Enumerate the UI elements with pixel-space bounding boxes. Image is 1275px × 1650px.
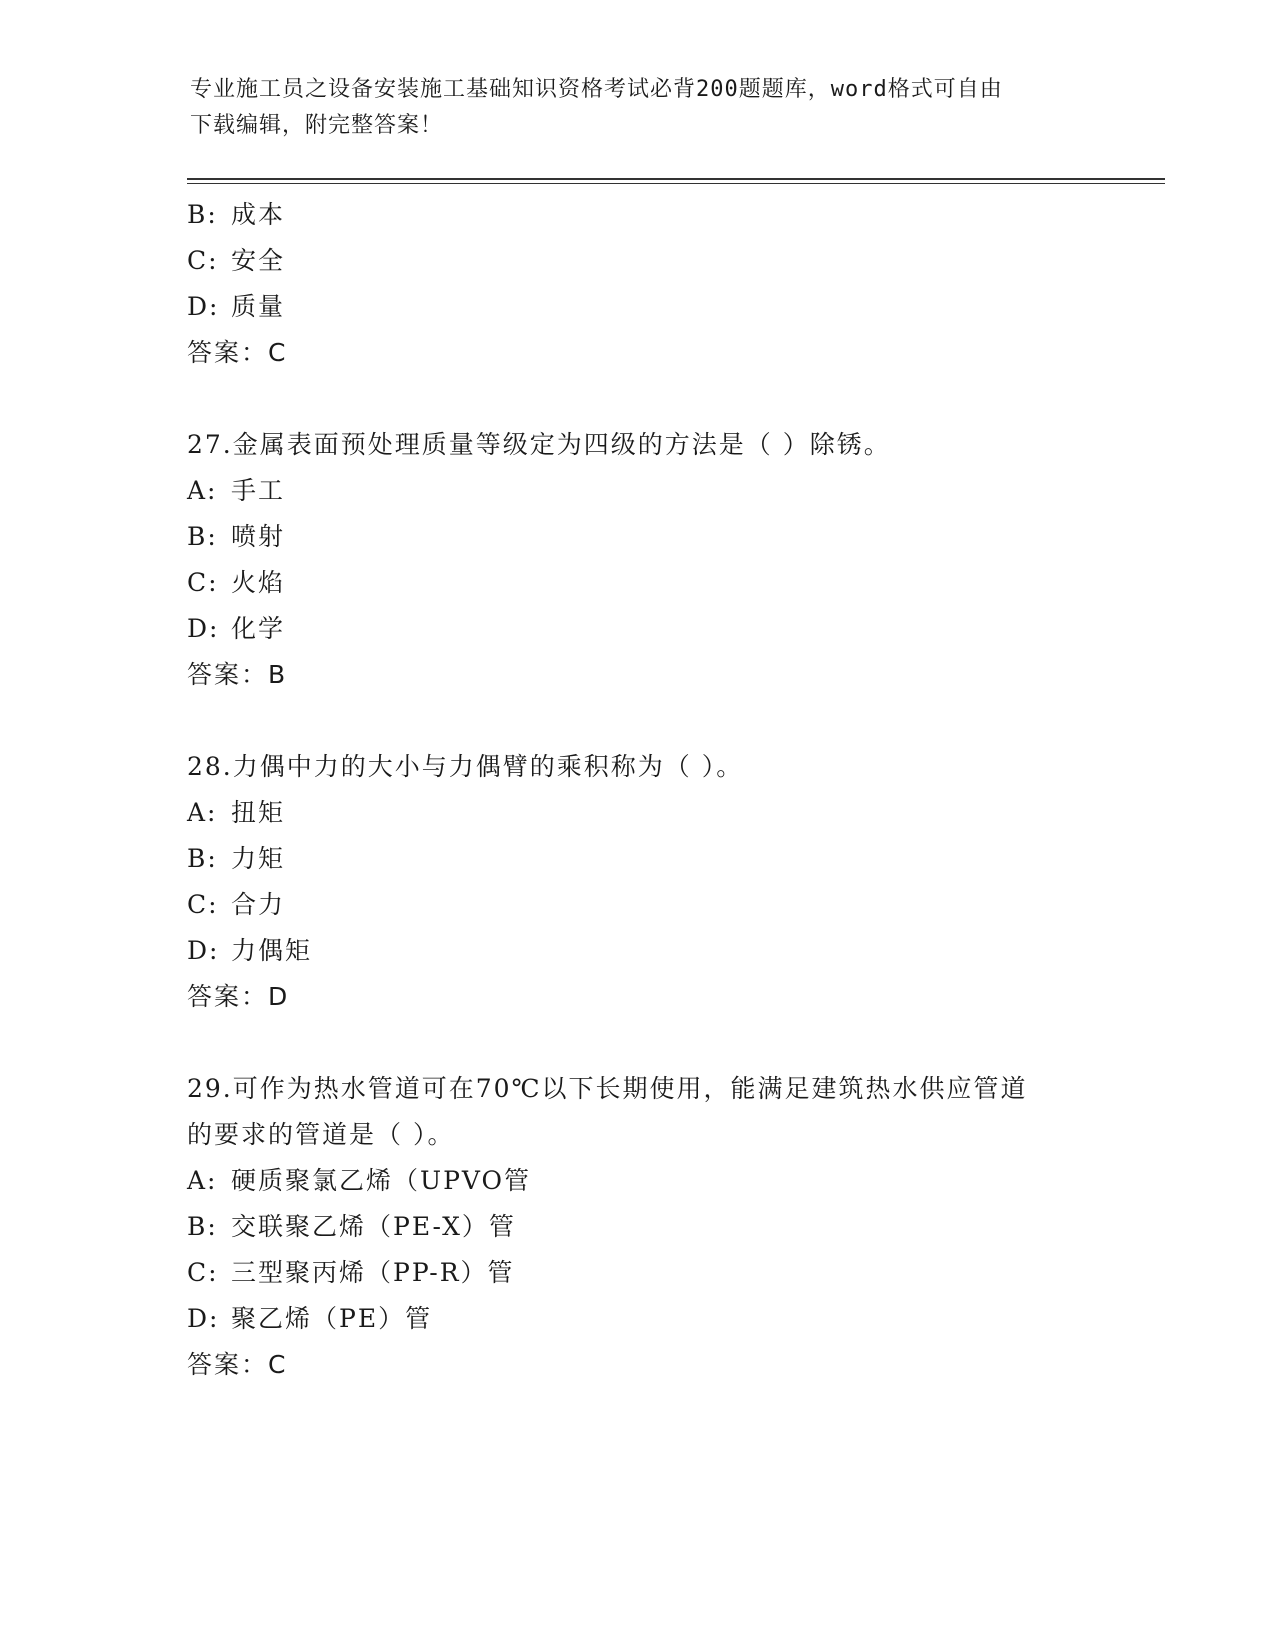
option-key: B: (187, 1212, 218, 1241)
option-key: B: (187, 522, 218, 551)
option-c (187, 238, 1177, 284)
option-text: 手工 (231, 476, 286, 505)
option-key: C: (187, 890, 219, 919)
answer: 答案：D (187, 982, 290, 1011)
option-b (187, 836, 1177, 882)
option-key: D: (187, 614, 220, 643)
answer: 答案：B (187, 660, 288, 689)
option-text: 成本 (231, 200, 286, 229)
option-key: B: (187, 200, 218, 229)
option-a (187, 1158, 1177, 1204)
header-line-1: 专业施工员之设备安装施工基础知识资格考试必背200题题库，word格式可自由 (190, 77, 1003, 102)
option-key: A: (187, 1166, 218, 1195)
answer: 答案：C (187, 338, 288, 367)
question-stem-line-2: 的要求的管道是（ ）。 (187, 1120, 455, 1149)
option-b (187, 514, 1177, 560)
option-key: C: (187, 568, 219, 597)
option-text: 聚乙烯（PE）管 (231, 1304, 433, 1333)
option-text: 火焰 (231, 568, 286, 597)
option-d (187, 284, 1177, 330)
option-d (187, 928, 1177, 974)
option-d (187, 1296, 1177, 1342)
page-header (190, 72, 1090, 144)
header-divider (187, 178, 1165, 184)
header-line-2: 下载编辑，附完整答案！ (190, 113, 444, 138)
option-key: A: (187, 476, 218, 505)
answer: 答案：C (187, 1350, 288, 1379)
question-stem-line-1: 29.可作为热水管道可在70℃以下长期使用，能满足建筑热水供应管道 (187, 1074, 1028, 1103)
option-c (187, 882, 1177, 928)
option-key: C: (187, 246, 219, 275)
question-29 (187, 1066, 1177, 1388)
option-d (187, 606, 1177, 652)
spacer (187, 698, 1177, 744)
option-key: D: (187, 292, 220, 321)
option-text: 合力 (231, 890, 286, 919)
option-text: 交联聚乙烯（PE-X）管 (231, 1212, 516, 1241)
option-key: C: (187, 1258, 219, 1287)
option-c (187, 560, 1177, 606)
option-text: 三型聚丙烯（PP-R）管 (231, 1258, 515, 1287)
question-28 (187, 744, 1177, 1020)
spacer (187, 1020, 1177, 1066)
option-text: 力偶矩 (231, 936, 313, 965)
option-text: 喷射 (231, 522, 286, 551)
option-b (187, 192, 1177, 238)
option-text: 扭矩 (231, 798, 286, 827)
question-26-partial (187, 192, 1177, 376)
option-a (187, 468, 1177, 514)
question-stem: 27.金属表面预处理质量等级定为四级的方法是（ ）除锈。 (187, 430, 891, 459)
option-text: 化学 (231, 614, 286, 643)
option-text: 力矩 (231, 844, 286, 873)
option-key: D: (187, 936, 220, 965)
option-text: 安全 (231, 246, 286, 275)
option-key: A: (187, 798, 218, 827)
question-27 (187, 422, 1177, 698)
option-key: B: (187, 844, 218, 873)
question-list (187, 192, 1177, 1388)
option-c (187, 1250, 1177, 1296)
option-b (187, 1204, 1177, 1250)
question-stem: 28.力偶中力的大小与力偶臂的乘积称为（ ）。 (187, 752, 744, 781)
option-text: 质量 (231, 292, 286, 321)
option-key: D: (187, 1304, 220, 1333)
option-a (187, 790, 1177, 836)
option-text: 硬质聚氯乙烯（UPVO管 (231, 1166, 532, 1195)
spacer (187, 376, 1177, 422)
